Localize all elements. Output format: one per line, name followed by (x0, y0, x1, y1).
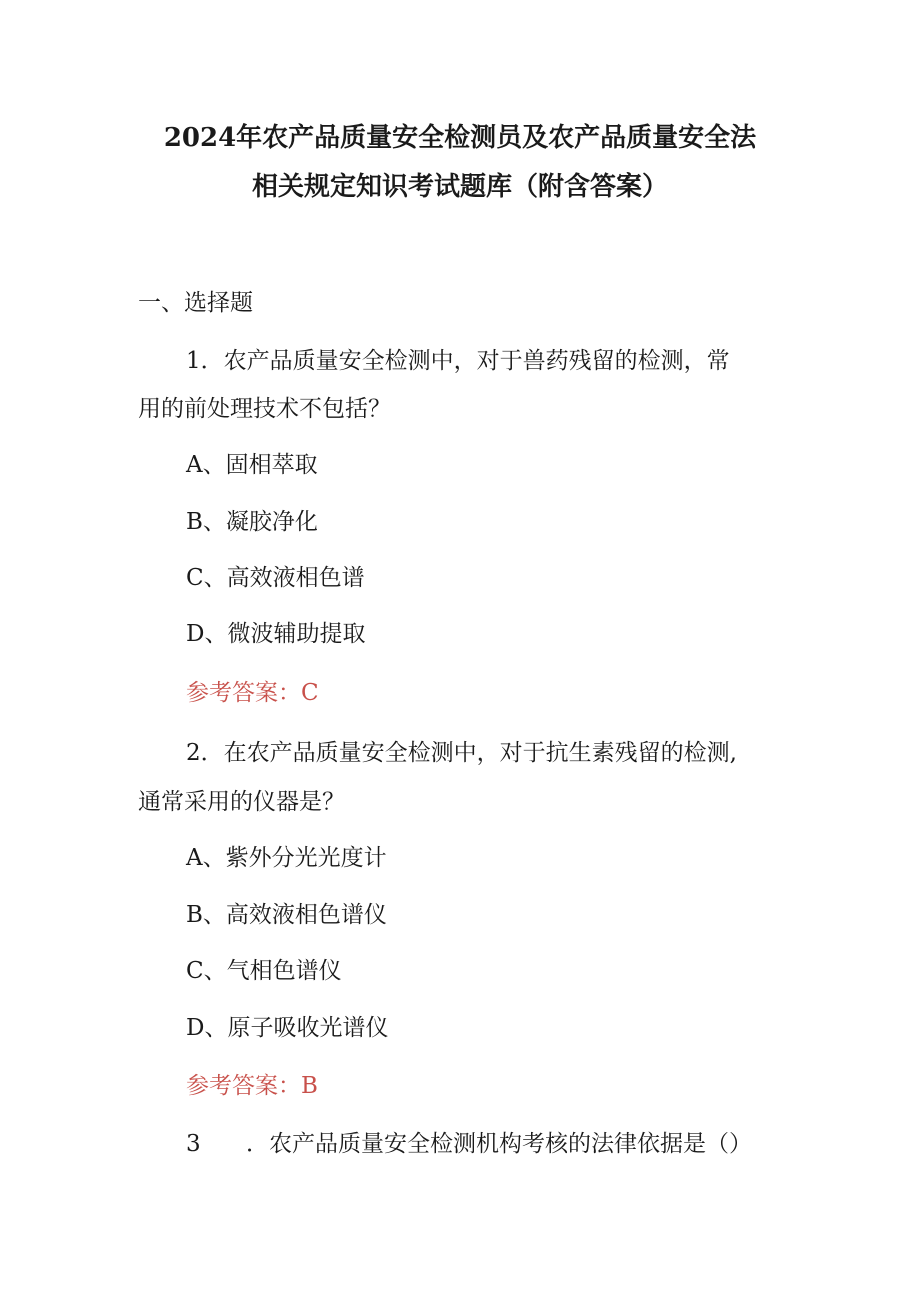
question-1-line-1: 1．农产品质量安全检测中，对于兽药残留的检测，常 (186, 348, 730, 374)
question-1-option-d: D、微波辅助提取 (186, 621, 366, 647)
question-2-option-a: A、紫外分光光度计 (186, 845, 387, 871)
section-heading: 一、选择题 (138, 290, 253, 316)
question-2-line-1: 2．在农产品质量安全检测中，对于抗生素残留的检测, (186, 740, 737, 766)
question-1-option-c: C、高效液相色谱 (186, 565, 365, 591)
question-1-option-b: B、凝胶净化 (186, 509, 318, 535)
question-2-option-b: B、高效液相色谱仪 (186, 902, 387, 928)
question-2-line-2: 通常采用的仪器是？ (138, 789, 345, 815)
question-1-answer: 参考答案：C (186, 680, 319, 706)
question-3-text: ．农产品质量安全检测机构考核的法律依据是（） (246, 1131, 752, 1157)
document-title-line-2: 相关规定知识考试题库（附含答案） (251, 172, 668, 202)
question-2-option-c: C、气相色谱仪 (186, 958, 342, 984)
question-2-answer: 参考答案：B (186, 1073, 318, 1099)
question-1-line-2: 用的前处理技术不包括？ (138, 396, 391, 422)
question-3-number: 3 (186, 1131, 201, 1157)
question-1-option-a: A、固相萃取 (186, 452, 318, 478)
document-title-line-1: 2024年农产品质量安全检测员及农产品质量安全法 (163, 123, 757, 153)
question-2-option-d: D、原子吸收光谱仪 (186, 1015, 389, 1041)
